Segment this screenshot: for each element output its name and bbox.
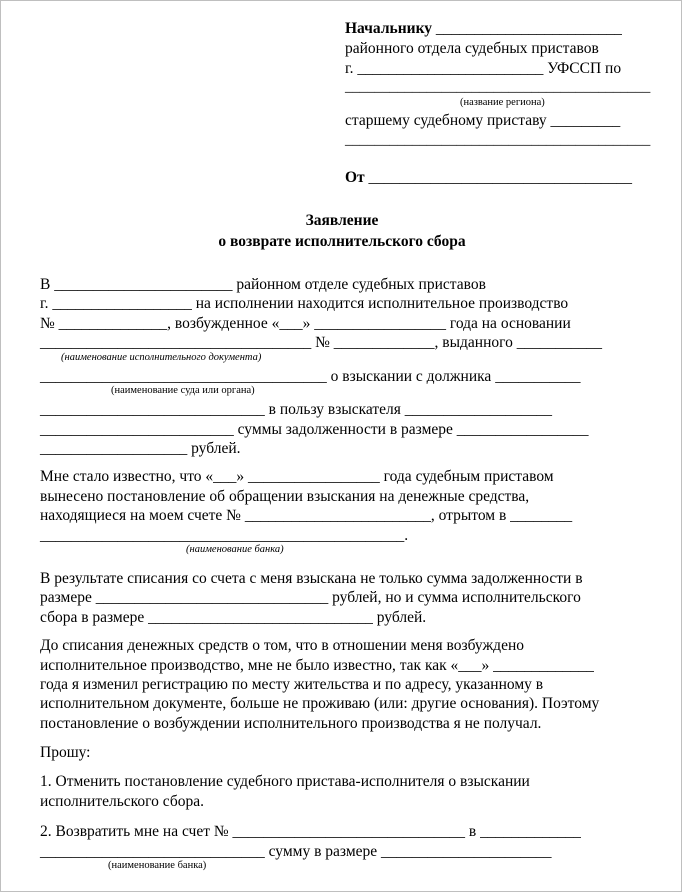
p2-line-3: находящиеся на моем счете № ________________________, отрытом в ________ bbox=[40, 507, 573, 524]
header-department-line: районного отдела судебных приставов bbox=[345, 40, 599, 57]
header-from-label: От bbox=[345, 169, 365, 186]
p3-line-1: В результате списания со счета с меня взыскана не только сумма задолженности в bbox=[40, 570, 583, 587]
p4-line-4: исполнительном документе, больше не проживаю (или: другие основания). Поэтому bbox=[40, 695, 600, 712]
p1-line-6: _____________________________ в пользу взыскателя ___________________ bbox=[40, 401, 553, 418]
caption-region: (название региона) bbox=[460, 97, 545, 108]
header-from-blank: __________________________________ bbox=[364, 169, 633, 186]
request-1-line-1: 1. Отменить постановление судебного пристава-исполнителя о взыскании bbox=[40, 773, 530, 790]
request-2-line-2: _____________________________ сумму в размере ______________________ bbox=[40, 843, 552, 860]
p2-line-2: вынесено постановление об обращении взыскания на денежные средства, bbox=[40, 488, 530, 505]
p4-line-3: года я изменил регистрацию по месту жительства и по адресу, указанному в bbox=[40, 676, 544, 693]
document-title: Заявление bbox=[305, 212, 379, 229]
request-1-line-2: исполнительского сбора. bbox=[40, 793, 204, 810]
p4-line-5: постановление о возбуждении исполнительного производства я не получал. bbox=[40, 715, 542, 732]
p3-line-3: сбора в размере _____________________________ рублей. bbox=[40, 609, 427, 626]
p1-line-1: В _______________________ районном отделе судебных приставов bbox=[40, 276, 486, 293]
p4-line-2: исполнительное производство, мне не было известно, так как «___» _____________ bbox=[40, 657, 594, 674]
p1-line-2: г. __________________ на исполнении находится исполнительное производство bbox=[40, 295, 569, 312]
p1-line-7: _________________________ суммы задолженности в размере _________________ bbox=[40, 421, 589, 438]
p1-line-5: _____________________________________ о взыскании с должника ___________ bbox=[40, 368, 581, 385]
caption-bank-name-2: (наименование банка) bbox=[108, 860, 207, 871]
p1-line-4: ___________________________________ № _____________, выданного ___________ bbox=[40, 334, 602, 351]
header-city-line: г. ________________________ УФССП по bbox=[345, 60, 622, 77]
p3-line-2: размере ______________________________ рублей, но и сумма исполнительского bbox=[40, 589, 581, 606]
caption-bank-name-1: (наименование банка) bbox=[186, 544, 284, 555]
caption-court-name: (наименование суда или органа) bbox=[111, 385, 255, 396]
header-senior-bailiff-line: старшему судебному приставу _________ bbox=[345, 112, 621, 129]
header-region-line: _________________________________________ bbox=[345, 79, 651, 95]
header-senior-bailiff-blank: _________________________________________ bbox=[345, 132, 651, 148]
p4-line-1: До списания денежных средств о том, что в отношении меня возбуждено bbox=[40, 637, 524, 654]
request-heading: Прошу: bbox=[40, 744, 91, 761]
request-2-line-1: 2. Возвратить мне на счет № ______________________________ в _____________ bbox=[40, 823, 581, 840]
p1-line-3: № ______________, возбужденное «___» _________________ года на основании bbox=[40, 315, 571, 332]
caption-document-name: (наименование исполнительного документа) bbox=[61, 352, 262, 363]
p1-line-8: ___________________ рублей. bbox=[40, 440, 241, 457]
header-addressee-label: Начальнику bbox=[345, 20, 433, 37]
document-subtitle: о возврате исполнительского сбора bbox=[218, 233, 466, 250]
header-addressee-blank: ________________________ bbox=[432, 20, 622, 37]
p2-line-1: Мне стало известно, что «___» _________________ года судебным приставом bbox=[40, 468, 554, 485]
header-addressee-line bbox=[345, 19, 622, 38]
p2-line-4: _______________________________________________. bbox=[40, 527, 409, 544]
header-from-line bbox=[345, 168, 632, 187]
